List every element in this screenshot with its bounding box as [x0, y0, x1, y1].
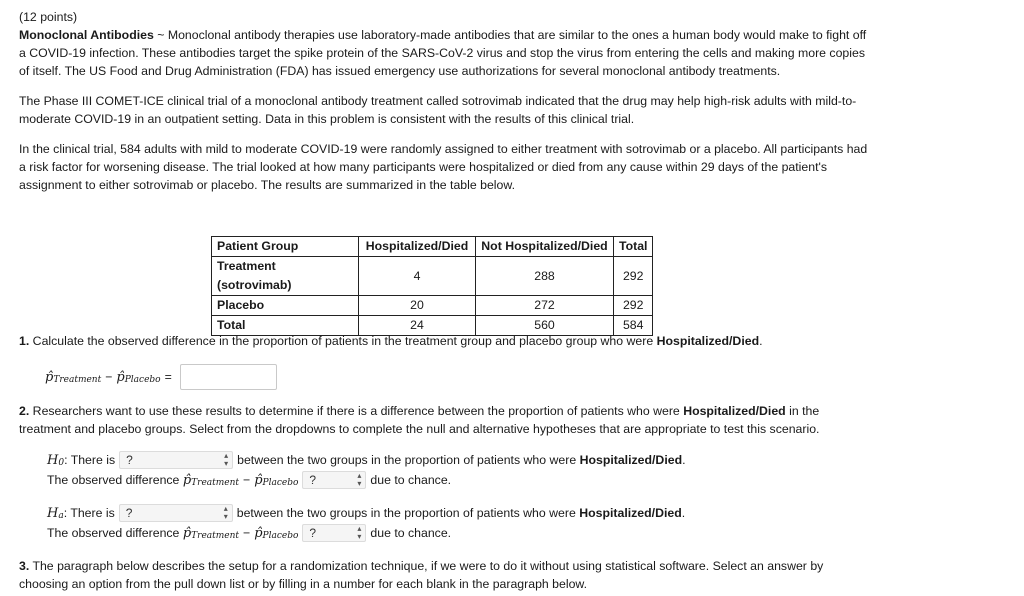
p-hat-symbol: p̂	[254, 472, 263, 488]
intro-text: Monoclonal antibody therapies use laboratory-made antibodies that are similar to the ones a human body would make to fight off a COVID-19 infection. These antibodies target the spike protein of the SARS-CoV-2 virus and stop the virus from entering the cells and making more copies of itself. The US Food and Drug Administration (FDA) has issued emergency use authorizations for several monoclonal antibody treatments.	[19, 28, 867, 78]
table-cell: 584	[614, 316, 653, 336]
table-row	[212, 296, 653, 316]
question-text: in the treatment and placebo groups. Select from the dropdowns to complete the null and alternative hypotheses that are appropriate to test this scenario.	[19, 404, 820, 436]
ha-symbol: H	[47, 505, 59, 521]
select-value: ?	[309, 526, 317, 540]
table-cell: 560	[476, 316, 614, 336]
question-number: 1.	[19, 334, 30, 348]
question-3	[19, 557, 869, 593]
between-bold: Hospitalized/Died	[579, 453, 683, 467]
select-value: ?	[126, 453, 133, 467]
h0-chance-select[interactable]	[302, 471, 366, 489]
question-number: 3.	[19, 559, 30, 573]
between-text: between the two groups in the proportion of patients who were	[237, 453, 577, 467]
points-label: (12 points)	[19, 10, 78, 24]
minus-sign: −	[105, 370, 113, 384]
there-is-text: : There is	[63, 506, 115, 520]
between-end: .	[682, 453, 686, 467]
table-cell: 272	[476, 296, 614, 316]
select-value: ?	[309, 473, 317, 487]
table-cell: 292	[614, 257, 653, 296]
due-to-chance-text: due to chance.	[370, 526, 452, 540]
topic-separator: ~	[153, 28, 168, 42]
equals-sign: =	[164, 370, 172, 384]
question-1	[19, 332, 869, 350]
select-value: ?	[125, 506, 133, 520]
table-header: Patient Group	[212, 237, 359, 257]
question-text: The paragraph below describes the setup for a randomization technique, if we were to do it without using statistical software. Select an answer by choosing an option from the pull down list or by filling in a number for each blank in the paragraph below.	[19, 559, 824, 591]
table-header: Hospitalized/Died	[359, 237, 476, 257]
table-cell: 288	[476, 257, 614, 296]
intro-paragraph	[19, 26, 869, 80]
table-cell: 24	[359, 316, 476, 336]
updown-arrow-icon: ▴ ▾	[357, 471, 362, 488]
ha-chance-select[interactable]	[302, 524, 366, 542]
treatment-subscript: Treatment	[191, 478, 240, 488]
h0-subscript: 0	[58, 458, 65, 468]
question-2	[19, 402, 869, 438]
null-hypothesis-row	[47, 450, 686, 470]
p-hat-symbol: p̂	[45, 369, 54, 385]
placebo-subscript: Placebo	[262, 531, 299, 541]
results-table	[211, 236, 653, 336]
h0-symbol: H	[47, 452, 59, 468]
observed-text: The observed difference	[47, 526, 180, 540]
difference-answer-input[interactable]	[180, 364, 277, 390]
table-cell: 20	[359, 296, 476, 316]
table-cell: Treatment (sotrovimab)	[212, 257, 359, 296]
p-hat-symbol: p̂	[116, 369, 125, 385]
there-is-text: : There is	[64, 453, 116, 467]
placebo-subscript: Placebo	[124, 375, 161, 385]
alternative-observed-row	[47, 523, 451, 543]
table-header: Not Hospitalized/Died	[476, 237, 614, 257]
question-text: Calculate the observed difference in the proportion of patients in the treatment group and placebo group who were	[29, 334, 657, 348]
difference-equation	[45, 364, 277, 390]
ha-subscript: a	[58, 511, 64, 521]
table-cell: Placebo	[212, 296, 359, 316]
table-header: Total	[614, 237, 653, 257]
updown-arrow-icon: ▴ ▾	[223, 504, 228, 521]
minus-sign: −	[243, 526, 251, 540]
alternative-hypothesis-row	[47, 503, 685, 523]
table-cell: 292	[614, 296, 653, 316]
between-text: between the two groups in the proportion of patients who were	[236, 506, 576, 520]
between-bold: Hospitalized/Died	[579, 506, 682, 520]
h0-difference-select[interactable]	[119, 451, 233, 469]
problem-text	[19, 8, 869, 194]
table-row	[212, 257, 653, 296]
p-hat-symbol: p̂	[254, 525, 263, 541]
p-hat-symbol: p̂	[182, 525, 192, 541]
ha-difference-select[interactable]	[119, 504, 233, 522]
trial-paragraph: The Phase III COMET-ICE clinical trial of a monoclonal antibody treatment called sotrovimab indicated that the drug may help high-risk adults with mild-to-moderate COVID-19 in an outpatient setting. Data in this problem is consistent with the results of this clinical trial.	[19, 94, 857, 126]
treatment-subscript: Treatment	[53, 375, 102, 385]
table-cell: 4	[359, 257, 476, 296]
minus-sign: −	[243, 473, 251, 487]
question-text: Researchers want to use these results to determine if there is a difference between the proportion of patients who were	[29, 404, 684, 418]
design-paragraph: In the clinical trial, 584 adults with mild to moderate COVID-19 were randomly assigned to either treatment with sotrovimab or a placebo. All participants had a risk factor for worsening disease. The trial looked at how many participants were hospitalized or died from any cause within 29 days of the patient's assignment to either sotrovimab or placebo. The results are summarized in the table below.	[19, 142, 868, 192]
treatment-subscript: Treatment	[191, 531, 240, 541]
question-end: .	[759, 334, 763, 348]
updown-arrow-icon: ▴ ▾	[224, 451, 229, 468]
question-bold: Hospitalized/Died	[656, 334, 760, 348]
question-bold: Hospitalized/Died	[683, 404, 786, 418]
observed-text: The observed difference	[47, 473, 180, 487]
between-end: .	[681, 506, 686, 520]
updown-arrow-icon: ▴ ▾	[357, 524, 362, 541]
table-cell: Total	[212, 316, 359, 336]
due-to-chance-text: due to chance.	[370, 473, 452, 487]
p-hat-symbol: p̂	[182, 472, 192, 488]
topic-title: Monoclonal Antibodies	[19, 28, 154, 42]
null-observed-row	[47, 470, 451, 490]
question-number: 2.	[19, 404, 30, 418]
placebo-subscript: Placebo	[262, 478, 299, 488]
table-header-row	[212, 237, 653, 257]
